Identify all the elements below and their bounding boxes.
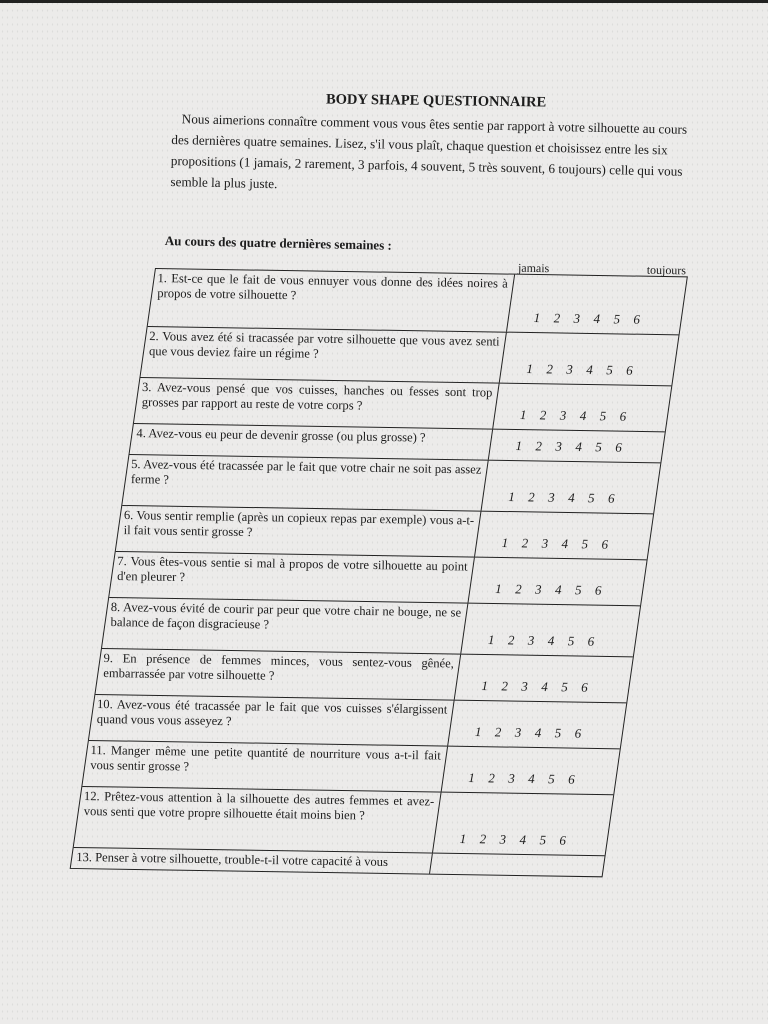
answer-scale-cell[interactable]	[433, 793, 613, 856]
question-text-cell	[95, 649, 461, 700]
answer-scale-cell[interactable]	[430, 854, 604, 877]
answer-scale-cell[interactable]	[442, 747, 620, 795]
question-row	[102, 597, 640, 656]
question-row	[74, 786, 614, 855]
scale-option[interactable]: 3	[535, 581, 542, 597]
scale-option[interactable]: 1	[533, 310, 541, 326]
question-text-cell	[89, 695, 455, 746]
scale-option[interactable]: 4	[547, 632, 555, 649]
scale-option[interactable]: 3	[508, 770, 515, 786]
scale-option[interactable]: 2	[479, 831, 487, 847]
scale-options	[495, 535, 615, 553]
question-row	[148, 260, 687, 334]
question-row	[141, 326, 679, 385]
scale-option[interactable]: 6	[619, 408, 627, 424]
scale-option[interactable]: 5	[574, 582, 582, 598]
scale-options	[509, 438, 629, 456]
answer-scale-cell[interactable]	[493, 384, 671, 432]
scale-options	[513, 407, 633, 425]
question-row	[122, 454, 660, 513]
scale-option[interactable]: 6	[607, 490, 615, 506]
question-text: 8. Avez-vous évité de courir par peur que votre chair ne bouge, ne se balance de façon disgracieuse ?	[110, 600, 462, 632]
scale-option[interactable]: 5	[581, 536, 589, 552]
scale-option[interactable]: 3	[566, 361, 573, 377]
scale-option[interactable]: 5	[587, 490, 595, 506]
question-text: 2. Vous avez été si tracassée par votre silhouette que vous avez senti que vous deviez faire un régime ?	[148, 329, 500, 361]
scale-option[interactable]: 6	[594, 582, 602, 598]
question-text: 10. Avez-vous été tracassée par le fait que vos cuisses s'élargissent quand vous vous asseyez ?	[96, 696, 448, 729]
question-text-cell	[122, 455, 488, 511]
answer-scale-cell[interactable]	[489, 430, 665, 463]
scale-option[interactable]: 4	[528, 770, 535, 787]
scale-option[interactable]: 5	[613, 311, 621, 327]
scale-option[interactable]: 4	[561, 535, 569, 552]
question-text-cell	[141, 327, 507, 383]
scale-option[interactable]: 3	[573, 310, 581, 326]
scale-option[interactable]: 3	[521, 678, 528, 694]
question-text-cell	[71, 848, 433, 874]
answer-scale-cell[interactable]	[482, 461, 661, 514]
question-row	[116, 505, 653, 559]
scale-option[interactable]: 1	[519, 407, 527, 423]
scale-option[interactable]: 5	[567, 633, 575, 649]
question-text: 12. Prêtez-vous attention à la silhouette des autres femmes et avez-vous senti que votre propre silhouette était moins bien ?	[83, 788, 435, 823]
answer-scale-cell[interactable]	[448, 701, 626, 749]
scale-option[interactable]: 2	[528, 489, 535, 505]
scale-options	[527, 310, 647, 328]
scale-option[interactable]: 6	[633, 311, 641, 327]
question-text-cell	[116, 506, 482, 557]
scale-option[interactable]: 5	[554, 725, 562, 741]
scale-option[interactable]: 3	[527, 632, 535, 648]
scale-option[interactable]: 3	[555, 438, 563, 454]
scale-options	[488, 581, 608, 599]
scale-option[interactable]: 4	[579, 407, 587, 424]
scale-option[interactable]: 2	[515, 581, 522, 597]
scale-high-label: toujours	[646, 262, 686, 278]
scale-option[interactable]: 4	[519, 831, 527, 848]
answer-scale-cell[interactable]	[475, 512, 653, 560]
scale-option[interactable]: 1	[481, 677, 489, 694]
scale-option[interactable]: 5	[606, 362, 613, 378]
scale-option[interactable]: 3	[559, 407, 567, 423]
question-text: 7. Vous êtes-vous sentie si mal à propos de votre silhouette au point d'en pleurer ?	[117, 554, 468, 585]
scale-option[interactable]: 3	[499, 831, 507, 847]
scale-option[interactable]: 6	[568, 771, 575, 787]
scale-option[interactable]: 1	[495, 581, 502, 597]
answer-scale-cell[interactable]	[469, 558, 647, 606]
scale-option[interactable]: 3	[514, 724, 522, 740]
question-text: 1. Est-ce que le fait de vous ennuyer vous donne des idées noires à propos de votre silhouette ?	[157, 271, 508, 303]
question-text-cell	[148, 269, 515, 332]
scale-option[interactable]: 2	[507, 632, 515, 648]
question-text-cell	[102, 598, 468, 654]
scale-option[interactable]: 1	[459, 830, 467, 847]
scale-option[interactable]: 4	[575, 438, 582, 455]
scale-option[interactable]: 4	[554, 581, 562, 598]
scale-option[interactable]: 5	[539, 832, 547, 848]
question-text: 6. Vous sentir remplie (après un copieux repas par exemple) vous a-t-il fait vous sentir grosse ?	[123, 508, 475, 540]
question-row	[95, 648, 632, 702]
scale-options	[475, 678, 595, 696]
scale-option[interactable]: 2	[553, 310, 561, 326]
question-text: 11. Manger même une petite quantité de nourriture vous a-t-il fait vous sentir grosse ?	[90, 742, 441, 774]
scale-low-label: jamais	[517, 260, 550, 276]
scale-option[interactable]: 5	[595, 439, 602, 455]
answer-scale-cell[interactable]	[500, 333, 679, 386]
scale-option[interactable]: 2	[535, 438, 543, 454]
scale-option[interactable]: 5	[548, 771, 555, 787]
question-row	[82, 740, 619, 794]
question-row	[89, 694, 626, 748]
question-text-cell	[74, 787, 442, 853]
question-text: 3. Avez-vous pensé que vos cuisses, hanches ou fesses sont trop grosses par rapport au reste de votre corps ?	[141, 380, 493, 413]
scale-options	[481, 632, 601, 650]
question-text-cell	[130, 424, 494, 460]
answer-scale-cell[interactable]	[461, 604, 640, 657]
scale-option[interactable]: 4	[568, 489, 575, 506]
scale-option[interactable]: 5	[599, 408, 607, 424]
scale-option[interactable]: 6	[574, 725, 582, 741]
scale-option[interactable]: 6	[587, 633, 595, 649]
scale-option[interactable]: 2	[494, 724, 502, 740]
scale-option[interactable]: 1	[508, 489, 515, 505]
scale-option[interactable]: 2	[488, 770, 495, 786]
question-row	[109, 551, 646, 605]
scale-option[interactable]: 2	[521, 535, 529, 551]
question-text-cell	[134, 378, 500, 429]
question-row	[134, 377, 671, 431]
scale-option[interactable]: 6	[615, 439, 622, 455]
intro-paragraph: Nous aimerions connaître comment vous vous êtes sentie par rapport à votre silhouette au cours des dernières quatre semaines. Lisez, s'il vous plaît, chaque question et choisissez entre les six propositions (1 jamais, 2 rarement, 3 parfois, 4 souvent, 5 très souvent, 6 toujours) celle qui vous semble la plus juste.	[170, 111, 688, 192]
scale-option[interactable]: 5	[561, 679, 568, 695]
questionnaire-table	[70, 260, 688, 877]
answer-scale-cell[interactable]	[507, 260, 687, 335]
scale-options	[520, 361, 640, 379]
scale-option[interactable]: 4	[541, 678, 548, 695]
scale-option[interactable]: 6	[559, 832, 567, 848]
scale-option[interactable]: 1	[487, 631, 495, 648]
page-title: BODY SHAPE QUESTIONNAIRE	[325, 91, 547, 111]
scale-option[interactable]: 1	[526, 361, 534, 377]
question-text: 4. Avez-vous eu peur de devenir grosse (ou plus grosse) ?	[136, 426, 426, 445]
question-text-cell	[82, 741, 448, 792]
section-subtitle: Au cours des quatre dernières semaines :	[164, 233, 392, 253]
scale-options	[461, 770, 581, 788]
scale-option[interactable]: 3	[541, 535, 549, 551]
scale-options	[453, 831, 573, 849]
answer-scale-cell[interactable]	[455, 655, 633, 703]
scale-option[interactable]: 2	[501, 678, 508, 694]
scale-option[interactable]: 2	[539, 407, 547, 423]
scale-option[interactable]: 1	[515, 438, 523, 454]
scale-option[interactable]: 4	[534, 724, 542, 741]
scan-edge	[0, 0, 768, 3]
scale-option[interactable]: 6	[626, 362, 633, 378]
question-text: 5. Avez-vous été tracassée par le fait que votre chair ne soit pas assez ferme ?	[130, 457, 482, 487]
question-text: 13. Penser à votre silhouette, trouble-t-il votre capacité à vous	[76, 849, 389, 869]
scale-option[interactable]: 1	[501, 535, 509, 551]
scale-options	[501, 489, 621, 507]
scale-option[interactable]: 1	[474, 723, 482, 740]
question-text-cell	[109, 552, 475, 603]
scale-option[interactable]: 3	[548, 489, 555, 505]
scale-options	[468, 724, 588, 742]
question-text: 9. En présence de femmes minces, vous sentez-vous gênée, embarrassée par votre silhouette ?	[103, 651, 454, 683]
scale-option[interactable]: 6	[581, 679, 588, 695]
scale-option[interactable]: 4	[586, 361, 593, 378]
scale-option[interactable]: 4	[593, 310, 601, 327]
scale-option[interactable]: 2	[546, 361, 554, 377]
scale-option[interactable]: 6	[601, 536, 609, 552]
scale-option[interactable]: 1	[468, 769, 475, 786]
